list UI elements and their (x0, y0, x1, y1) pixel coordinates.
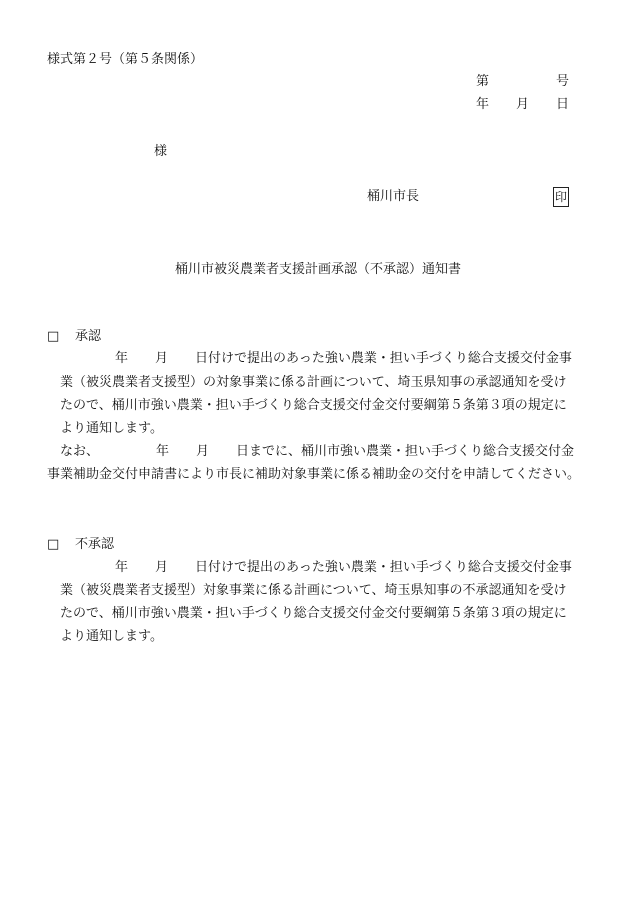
approval-note-year: 年 (156, 444, 170, 459)
doc-number-suffix: 号 (556, 74, 570, 89)
approval-label: 承認 (75, 329, 102, 344)
approval-note-text: 日までに、桶川市強い農業・担い手づくり総合支援交付金 (236, 444, 575, 459)
approval-line4: より通知します。 (60, 421, 163, 436)
recipient-honorific: 様 (154, 144, 168, 159)
doc-number-prefix: 第 (476, 74, 490, 89)
approval-month: 月 (155, 351, 169, 366)
approval-note-month: 月 (196, 444, 210, 459)
date-year: 年 (476, 97, 490, 112)
approval-year: 年 (115, 351, 129, 366)
approval-note-line2: 事業補助金交付申請書により市長に補助対象事業に係る補助金の交付を申請してください。 (47, 467, 581, 482)
date-day: 日 (556, 97, 570, 112)
disapproval-label: 不承認 (75, 537, 115, 552)
document-title: 桶川市被災農業者支援計画承認（不承認）通知書 (175, 262, 462, 277)
form-number: 様式第２号（第５条関係） (47, 52, 204, 67)
disapproval-line3: たので、桶川市強い農業・担い手づくり総合支援交付金交付要綱第５条第３項の規定に (60, 606, 567, 621)
approval-line3: たので、桶川市強い農業・担い手づくり総合支援交付金交付要綱第５条第３項の規定に (60, 398, 567, 413)
disapproval-line1: 日付けで提出のあった強い農業・担い手づくり総合支援交付金事 (195, 560, 572, 575)
sender-title: 桶川市長 (367, 189, 420, 204)
approval-line1: 日付けで提出のあった強い農業・担い手づくり総合支援交付金事 (195, 351, 572, 366)
disapproval-line4: より通知します。 (60, 629, 163, 644)
date-month: 月 (516, 97, 530, 112)
disapproval-month: 月 (155, 560, 169, 575)
disapproval-checkbox[interactable]: □ (47, 537, 60, 552)
disapproval-line2: 業（被災農業者支援型）対象事業に係る計画について、埼玉県知事の不承認通知を受け (60, 583, 567, 598)
seal-mark: 印 (553, 187, 569, 207)
approval-checkbox[interactable]: □ (47, 329, 60, 344)
approval-note-prefix: なお、 (60, 444, 100, 459)
approval-line2: 業（被災農業者支援型）の対象事業に係る計画について、埼玉県知事の承認通知を受け (60, 375, 567, 390)
disapproval-year: 年 (115, 560, 129, 575)
